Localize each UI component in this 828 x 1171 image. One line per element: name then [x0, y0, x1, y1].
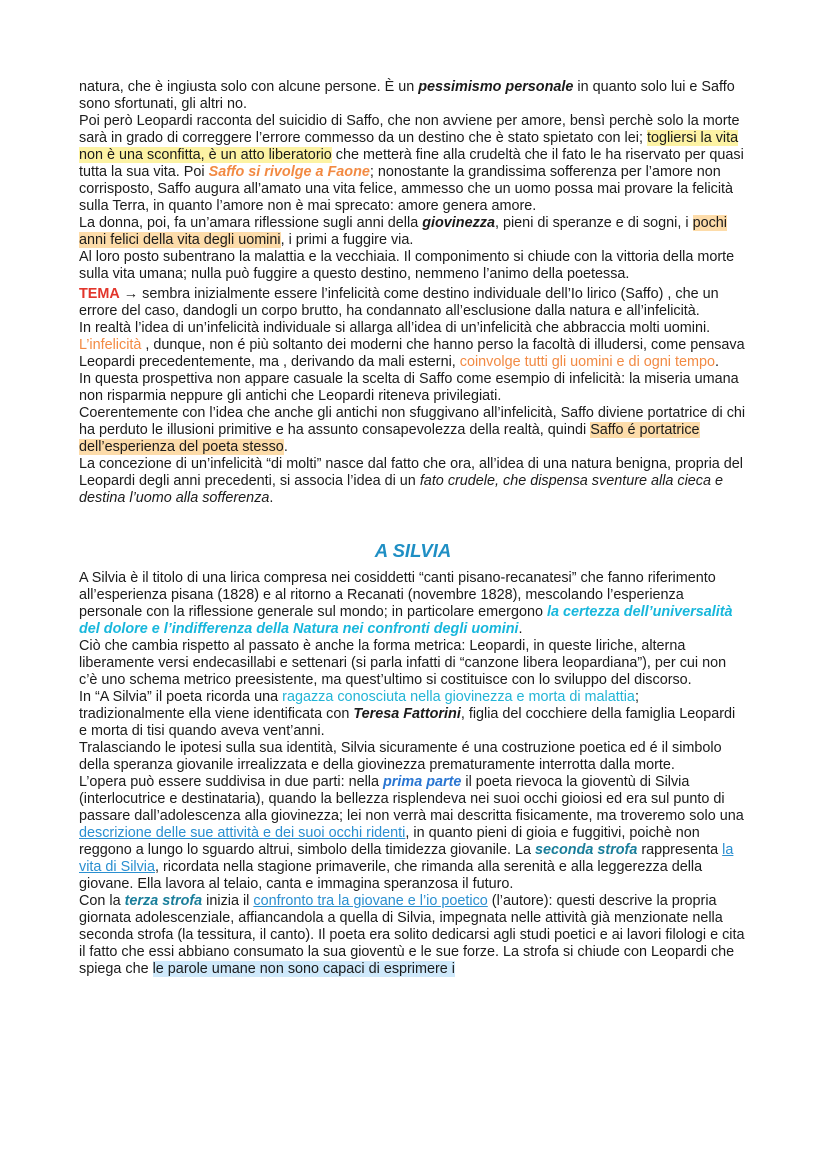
- section-title: A SILVIA: [374, 540, 452, 561]
- paragraph: [79, 405, 747, 456]
- text: inizia il: [202, 893, 254, 909]
- paragraph: [79, 893, 747, 978]
- text: .: [283, 439, 288, 455]
- text: in quanto solo lui e Saffo sono sfortunati, gli altri no.: [79, 79, 735, 112]
- text: (l’autore): questi descrive la propria giornata adolescenziale, affiancandola a quella di Silvia, impegnata nelle attività già menzionate nella seconda strofa (la tessitura, il canto). Il poeta era solito dedicarsi agli studi poetici e ai lavori filologi e cita il fatto che essi abbiano consumato la sua gioventù e le sue forze. La strofa si chiude con Leopardi che spiega che: [79, 893, 745, 977]
- paragraph-tema: [79, 286, 747, 320]
- text: Con la: [79, 893, 125, 909]
- text: , i primi a fuggire via.: [280, 232, 414, 248]
- underlined-text: confronto tra la giovane e l’io poetico: [253, 893, 488, 909]
- text: ; tradizionalmente ella viene identificata con: [79, 689, 639, 722]
- text: , figlia del cocchiere della famiglia Leopardi e morta di tisi quando aveva vent’anni.: [79, 706, 736, 739]
- teal-emphasis-text: seconda strofa: [534, 842, 638, 858]
- paragraph: Tralasciando le ipotesi sulla sua identità, Silvia sicuramente é una costruzione poetica ed é il simbolo della speranza giovanile irrealizzata e della giovinezza prematuramente interrotta dalla morte.: [79, 740, 722, 773]
- paragraph: [79, 570, 747, 638]
- text: L’opera può essere suddivisa in due parti: nella: [79, 774, 384, 790]
- text: Coerentemente con l’idea che anche gli antichi non sfuggivano all’infelicità, Saffo diviene portatrice di chi ha perduto le illusioni primitive e ha assunto consapevolezza della realtà, quindi: [79, 405, 746, 438]
- paragraph: [79, 113, 747, 215]
- teal-emphasis-text: terza strofa: [124, 893, 203, 909]
- text: , pieni di speranze e di sogni, i: [494, 215, 693, 231]
- emphasis-text: giovinezza: [422, 215, 495, 231]
- paragraph: [79, 456, 747, 507]
- orange-emphasis-text: Saffo si rivolge a Faone: [208, 164, 370, 180]
- highlighted-text: pochi anni felici della vita degli uomini: [79, 215, 727, 248]
- italic-text: fato crudele, che dispensa sventure alla cieca e destina l’uomo alla sofferenza: [79, 473, 723, 506]
- underlined-text: la vita di Silvia: [79, 842, 734, 875]
- arrow-icon: →: [123, 286, 139, 302]
- text: , in quanto pieni di gioia e fuggitivi, poichè non reggono a lungo lo sguardo altrui, simbolo della timidezza giovanile. La: [79, 825, 700, 858]
- orange-text: coinvolge tutti gli uomini e di ogni tempo: [459, 354, 715, 370]
- orange-text: L’infelicità: [79, 337, 142, 353]
- text: , ricordata nella stagione primaverile, che rimanda alla serenità e alla leggerezza della giovane. Ella lavora al telaio, canta e immagina speranzosa il futuro.: [79, 859, 703, 892]
- highlighted-text: togliersi la vita non è una sconfitta, è un atto liberatorio: [79, 130, 739, 163]
- highlighted-text: le parole umane non sono capaci di esprimere i: [152, 961, 455, 977]
- text: In “A Silvia” il poeta ricorda una: [79, 689, 283, 705]
- text: .: [714, 354, 719, 370]
- paragraph: In realtà l’idea di un’infelicità individuale si allarga all’idea di un’infelicità che abbraccia molti uomini.: [79, 320, 711, 336]
- paragraph: In questa prospettiva non appare casuale la scelta di Saffo come esempio di infelicità: la miseria umana non risparmia neppure gli antichi che Leopardi riteneva privilegiati.: [79, 371, 739, 404]
- text: ; nonostante la grandissima sofferenza per l’amore non corrisposto, Saffo augura all’amato una vita felice, ammesso che un uomo possa mai provare la felicità sulla Terra, in quanto l’amore non è mai sprecato: amore genera amore.: [79, 164, 734, 214]
- paragraph: Ciò che cambia rispetto al passato è anche la forma metrica: Leopardi, in queste liriche, alterna liberamente versi endecasillabi e settenari (si parla infatti di “canzone libera leopardiana”), per cui non c’è uno schema metrico preesistente, ma quest’ultimo si costituisce con lo sviluppo del discorso.: [79, 638, 727, 688]
- blue-emphasis-text: prima parte: [383, 774, 462, 790]
- text: La donna, poi, fa un’amara riflessione sugli anni della: [79, 215, 423, 231]
- paragraph: Al loro posto subentrano la malattia e la vecchiaia. Il componimento si chiude con la vittoria della morte sulla vita umana; nulla può fuggire a questo destino, nemmeno l’animo della poetessa.: [79, 249, 735, 282]
- paragraph: [79, 774, 747, 893]
- text: Poi però Leopardi racconta del suicidio di Saffo, che non avviene per amore, bensì perchè solo la morte sarà in grado di correggere l’errore commesso da un destino che è stato spietato con lei;: [79, 113, 740, 146]
- underlined-text: descrizione delle sue attività e dei suoi occhi ridenti: [79, 825, 406, 841]
- text: .: [269, 490, 274, 506]
- cyan-emphasis-text: la certezza dell’universalità del dolore e l’indifferenza della Natura nei confronti degli uomini: [79, 604, 733, 637]
- paragraph: [79, 689, 747, 740]
- paragraph: [79, 215, 747, 249]
- text: natura, che è ingiusta solo con alcune persone. È un: [79, 79, 419, 95]
- text: il poeta rievoca la gioventù di Silvia (interlocutrice e destinataria), quando la bellezza risplendeva nei suoi occhi gioiosi ed era sul punto di passare dall’adolescenza alla giovinezza; lei non verrà mai descritta fisicamente, ma troveremo solo una: [79, 774, 744, 824]
- paragraph: [79, 337, 747, 371]
- emphasis-text: pessimismo personale: [418, 79, 574, 95]
- text: A Silvia è il titolo di una lirica compresa nei cosiddetti “canti pisano-recanatesi” che fanno riferimento all’esperienza pisana (1828) e al ritorno a Recanati (novembre 1828), mescolando l’esperienza personale con la riflessione generale sul mondo; in particolare emergono: [79, 570, 716, 620]
- text: rappresenta: [637, 842, 723, 858]
- tema-label: TEMA: [79, 286, 120, 302]
- document-page: [79, 79, 747, 978]
- text: , dunque, non é più soltanto dei moderni che hanno perso la facoltà di illudersi, come pensava Leopardi precedentemente, ma , derivando da mali esterni,: [79, 337, 745, 370]
- cyan-text: ragazza conosciuta nella giovinezza e morta di malattia: [282, 689, 635, 705]
- highlighted-text: Saffo é portatrice dell’esperienza del poeta stesso: [79, 422, 700, 455]
- text: che metterà fine alla crudeltà che il fato le ha riservato per quasi tutta la sua vita. Poi: [79, 147, 744, 180]
- emphasis-text: Teresa Fattorini: [353, 706, 461, 722]
- text: sembra inizialmente essere l’infelicità come destino individuale dell’Io lirico (Saffo) , che un errore del caso, dandogli un corpo brutto, ha condannato all’esclusione dalla natura e all’infelicità.: [79, 286, 719, 319]
- text: La concezione di un’infelicità “di molti” nasce dal fatto che ora, all’idea di una natura benigna, propria del Leopardi degli anni precedenti, si associa l’idea di un: [79, 456, 743, 489]
- text: .: [518, 621, 523, 637]
- paragraph: [79, 79, 747, 113]
